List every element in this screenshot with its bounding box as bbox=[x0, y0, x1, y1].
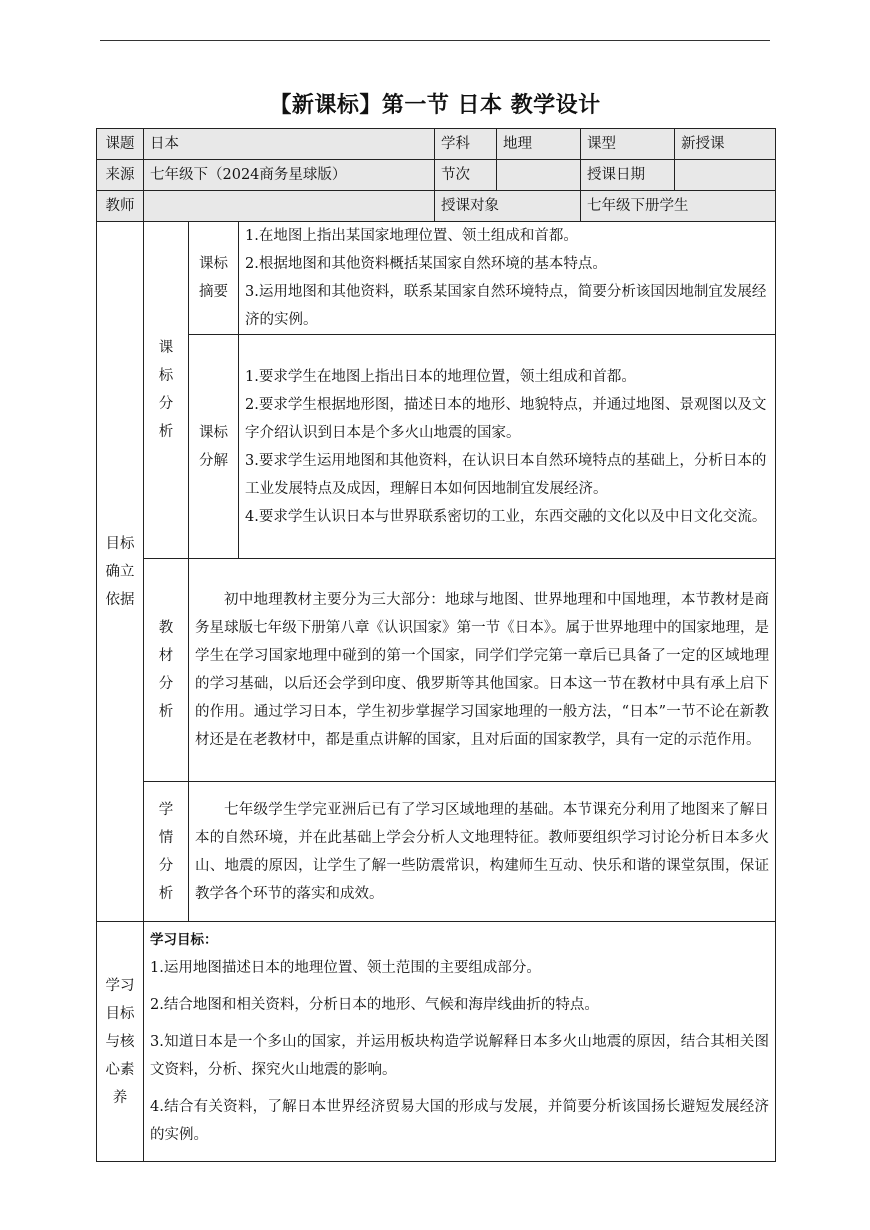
label-xueqing-analysis: 学 情 分 析 bbox=[144, 782, 189, 922]
objectives-content bbox=[144, 922, 776, 1162]
value-teacher bbox=[144, 191, 435, 222]
lesson-plan-table bbox=[96, 128, 776, 1162]
value-topic: 日本 bbox=[144, 129, 435, 160]
document-title: 【新课标】第一节 日本 教学设计 bbox=[269, 93, 601, 118]
row-objectives bbox=[97, 922, 776, 1162]
key-period: 节次 bbox=[435, 160, 497, 191]
label-zhaiyao: 课标 摘要 bbox=[189, 222, 239, 335]
header-row-1 bbox=[97, 129, 776, 160]
value-period bbox=[497, 160, 581, 191]
header-rule bbox=[100, 40, 770, 41]
label-jiaocai-analysis: 教 材 分 析 bbox=[144, 559, 189, 782]
zhaiyao-content: 1.在地图上指出某国家地理位置、领土组成和首都。 2.根据地图和其他资料概括某国家自然环境的基本特点。 3.运用地图和其他资料，联系某国家自然环境特点，简要分析该国因地制宜发展经济的实例。 bbox=[239, 222, 776, 335]
value-subject: 地理 bbox=[497, 129, 581, 160]
objectives-heading: 学习目标： bbox=[150, 932, 218, 948]
row-xueqing bbox=[97, 782, 776, 922]
header-row-2 bbox=[97, 160, 776, 191]
section-label-basis: 目标 确立 依据 bbox=[97, 222, 144, 922]
key-source: 来源 bbox=[97, 160, 144, 191]
label-fenjie: 课标 分解 bbox=[189, 335, 239, 559]
value-audience: 七年级下册学生 bbox=[581, 191, 776, 222]
objective-item: 4.结合有关资料，了解日本世界经济贸易大国的形成与发展，并简要分析该国扬长避短发展经济的实例。 bbox=[150, 1099, 769, 1143]
key-subject: 学科 bbox=[435, 129, 497, 160]
key-class-type: 课型 bbox=[581, 129, 675, 160]
objective-item: 1.运用地图描述日本的地理位置、领土范围的主要组成部分。 bbox=[150, 960, 541, 976]
xueqing-content: 七年级学生学完亚洲后已有了学习区域地理的基础。本节课充分利用了地图来了解日本的自然环境，并在此基础上学会分析人文地理特征。教师要组织学习讨论分析日本多火山、地震的原因，让学生了解一些防震常识，构建师生互动、快乐和谐的课堂氛围，保证教学各个环节的落实和成效。 bbox=[189, 782, 776, 922]
label-kebiao-analysis: 课 标 分 析 bbox=[144, 222, 189, 559]
key-topic: 课题 bbox=[97, 129, 144, 160]
key-audience: 授课对象 bbox=[435, 191, 581, 222]
value-date bbox=[675, 160, 776, 191]
row-jiaocai bbox=[97, 559, 776, 782]
row-zhaiyao bbox=[97, 222, 776, 335]
objective-item: 2.结合地图和相关资料，分析日本的地形、气候和海岸线曲折的特点。 bbox=[150, 997, 599, 1013]
value-source: 七年级下（2024商务星球版） bbox=[144, 160, 435, 191]
objective-item: 3.知道日本是一个多山的国家，并运用板块构造学说解释日本多火山地震的原因，结合其相关图文资料，分析、探究火山地震的影响。 bbox=[150, 1034, 769, 1078]
header-row-3 bbox=[97, 191, 776, 222]
jiaocai-content: 初中地理教材主要分为三大部分：地球与地图、世界地理和中国地理，本节教材是商务星球版七年级下册第八章《认识国家》第一节《日本》。属于世界地理中的国家地理，是学生在学习国家地理中碰到的第一个国家，同学们学完第一章后已具备了一定的区域地理的学习基础，以后还会学到印度、俄罗斯等其他国家。日本这一节在教材中具有承上启下的作用。通过学习日本，学生初步掌握学习国家地理的一般方法，“日本”一节不论在新教材还是在老教材中，都是重点讲解的国家，且对后面的国家教学，具有一定的示范作用。 bbox=[189, 559, 776, 782]
key-date: 授课日期 bbox=[581, 160, 675, 191]
fenjie-content: 1.要求学生在地图上指出日本的地理位置，领土组成和首都。 2.要求学生根据地形图，描述日本的地形、地貌特点，并通过地图、景观图以及文字介绍认识到日本是个多火山地震的国家。 3.要求学生运用地图和其他资料，在认识日本自然环境特点的基础上，分析日本的工业发展特点及成因，理解日本如何因地制宜发展经济。 4.要求学生认识日本与世界联系密切的工业，东西交融的文化以及中日文化交流。 bbox=[239, 335, 776, 559]
section-label-objectives: 学习 目标 与核 心素 养 bbox=[97, 922, 144, 1162]
row-fenjie bbox=[97, 335, 776, 559]
value-class-type: 新授课 bbox=[675, 129, 776, 160]
key-teacher: 教师 bbox=[97, 191, 144, 222]
